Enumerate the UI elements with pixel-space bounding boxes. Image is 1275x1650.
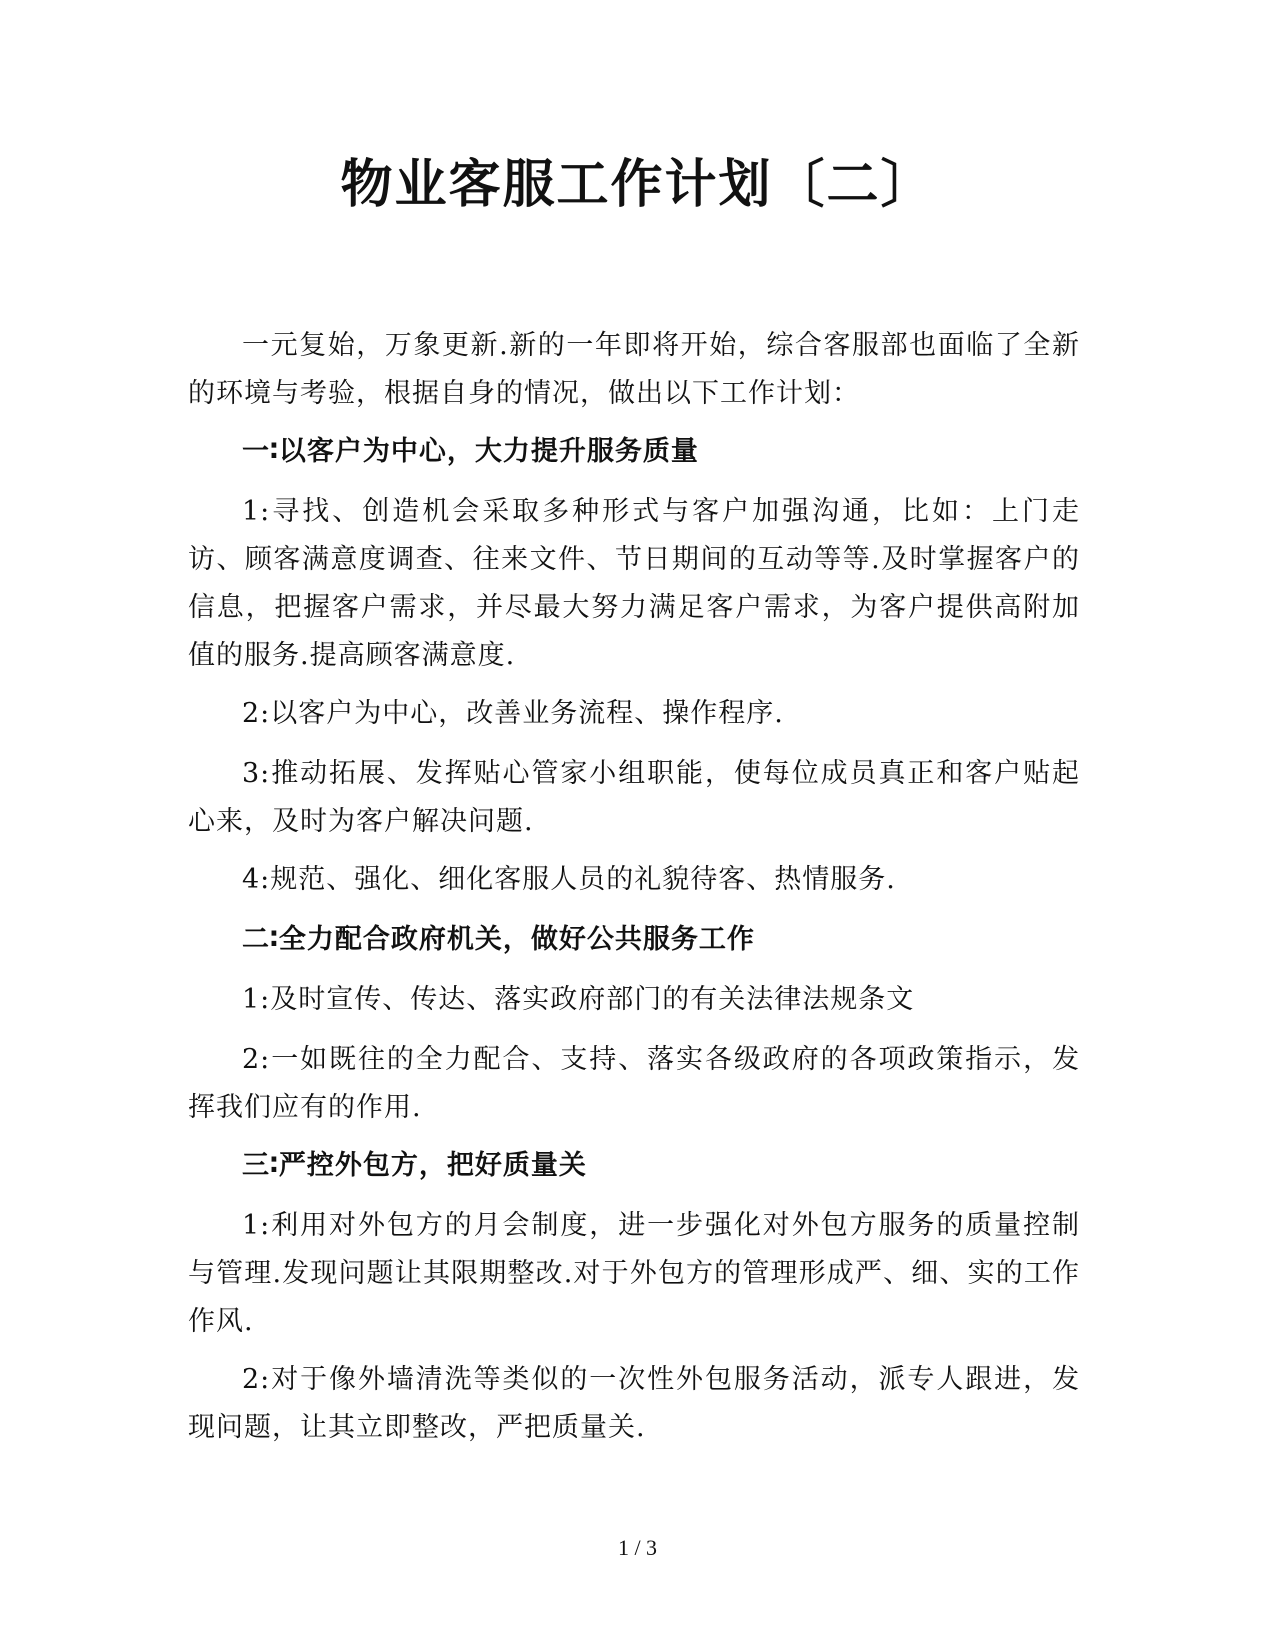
- page-number: 1 / 3: [617, 1535, 658, 1560]
- section-2: [188, 916, 1080, 1132]
- section-item: 1:寻找、创造机会采取多种形式与客户加强沟通，比如：上门走访、顾客满意度调查、往来文件、节日期间的互动等等.及时掌握客户的信息，把握客户需求，并尽最大努力满足客户需求，为客户提供高附加值的服务.提高顾客满意度.: [188, 496, 1080, 671]
- section-1: [188, 428, 1080, 904]
- section-item: 1:利用对外包方的月会制度，进一步强化对外包方服务的质量控制与管理.发现问题让其限期整改.对于外包方的管理形成严、细、实的工作作风.: [188, 1210, 1080, 1337]
- section-item: 1:及时宣传、传达、落实政府部门的有关法律法规条文: [242, 984, 915, 1015]
- section-item: 3:推动拓展、发挥贴心管家小组职能，使每位成员真正和客户贴起心来，及时为客户解决问题.: [188, 758, 1080, 837]
- document-body: [188, 322, 1080, 1462]
- section-heading: 三∶严控外包方，把好质量关: [242, 1150, 587, 1181]
- section-heading: 一∶以客户为中心，大力提升服务质量: [242, 436, 699, 467]
- section-item: 2:一如既往的全力配合、支持、落实各级政府的各项政策指示，发挥我们应有的作用.: [188, 1044, 1080, 1123]
- intro-paragraph: 一元复始，万象更新.新的一年即将开始，综合客服部也面临了全新的环境与考验，根据自身的情况，做出以下工作计划：: [188, 330, 1080, 409]
- section-item: 4:规范、强化、细化客服人员的礼貌待客、热情服务.: [242, 864, 896, 895]
- section-item: 2:以客户为中心，改善业务流程、操作程序.: [242, 698, 784, 729]
- section-3: [188, 1142, 1080, 1452]
- page-title: 物业客服工作计划〔二〕: [340, 155, 935, 215]
- section-item: 2:对于像外墙清洗等类似的一次性外包服务活动，派专人跟进，发现问题，让其立即整改，严把质量关.: [188, 1364, 1080, 1443]
- section-heading: 二∶全力配合政府机关，做好公共服务工作: [242, 924, 755, 955]
